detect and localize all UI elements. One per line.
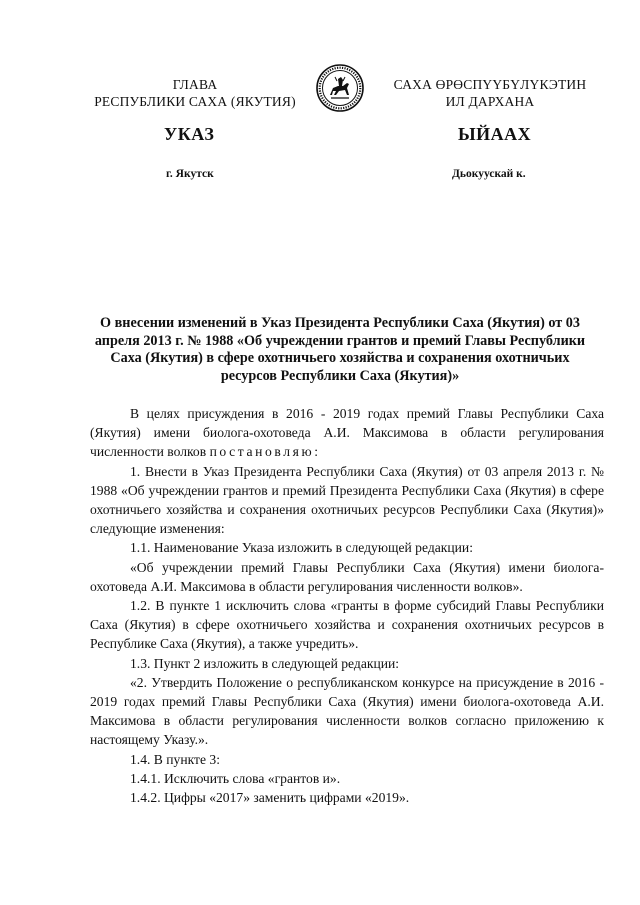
paragraph-item-1-3-text: «2. Утвердить Положение о республиканском конкурсе на присуждение в 2016 - 2019 годах премий Главы Республики Саха (Якутия) имени биолога-охотоведа А.И. Максимова в области регулирования численности волков согласно приложению к настоящему Указу.».	[90, 674, 604, 748]
paragraph-item-1-4: 1.4. В пункте 3:	[130, 751, 220, 767]
doc-type-yakut: ЫЙААХ	[458, 124, 532, 144]
paragraph-item-1-1: 1.1. Наименование Указа изложить в следующей редакции:	[130, 540, 473, 556]
document-title: О внесении изменений в Указ Президента Республики Саха (Якутия) от 03 апреля 2013 г. № 1988 «Об учреждении грантов и премий Главы Республики Саха (Якутия) в сфере охотничьего хозяйства и сохранения охотничьих ресурсов Республики Саха (Якутия)»	[94, 315, 586, 384]
paragraph-item-1-3: 1.3. Пункт 2 изложить в следующей редакции:	[130, 655, 400, 671]
paragraph-item-1-4-2: 1.4.2. Цифры «2017» заменить цифрами «2019».	[130, 790, 410, 806]
document-body	[90, 404, 604, 807]
paragraph-item-1-2: 1.2. В пункте 1 исключить слова «гранты в форме субсидий Главы Республики Саха (Якутия) в сфере охотничьего хозяйства и сохранения охотничьих ресурсов в Республике Саха (Якутия), а также учредить».	[90, 598, 604, 652]
header-left-block	[75, 76, 315, 110]
paragraph-preamble	[90, 404, 604, 462]
header-right-block	[385, 76, 595, 110]
header-right-line1: САХА ӨРӨСПҮҮБҮЛҮКЭТИН	[393, 77, 587, 92]
paragraph-item-1-4-1: 1.4.1. Исключить слова «грантов и».	[130, 770, 341, 786]
coat-of-arms-sakha-icon	[316, 64, 364, 112]
header-right-line2: ИЛ ДАРХАНА	[445, 94, 535, 109]
doc-type-russian: УКАЗ	[164, 124, 215, 144]
header-left-line2: РЕСПУБЛИКИ САХА (ЯКУТИЯ)	[94, 94, 296, 109]
city-russian: г. Якутск	[166, 168, 214, 180]
paragraph-item-1: 1. Внести в Указ Президента Республики Саха (Якутия) от 03 апреля 2013 г. № 1988 «Об учреждении грантов и премий Президента Республики Саха (Якутия) в сфере охотничьего хозяйства и сохранения охотничьих ресурсов Республики Саха (Якутия)» следующие изменения:	[90, 463, 604, 537]
header-left-line1: ГЛАВА	[172, 77, 218, 92]
paragraph-item-1-1-text: «Об учреждении премий Главы Республики Саха (Якутия) имени биолога-охотоведа А.И. Максимова в области регулирования численности волков».	[90, 559, 604, 594]
preamble-text: В целях присуждения в 2016 - 2019 годах премий Главы Республики Саха (Якутия) имени биолога-охотоведа А.И. Максимова в области регулирования численности волков	[90, 406, 604, 460]
decree-word: постановляю:	[209, 444, 321, 460]
city-yakut: Дьокуускай к.	[452, 168, 526, 180]
